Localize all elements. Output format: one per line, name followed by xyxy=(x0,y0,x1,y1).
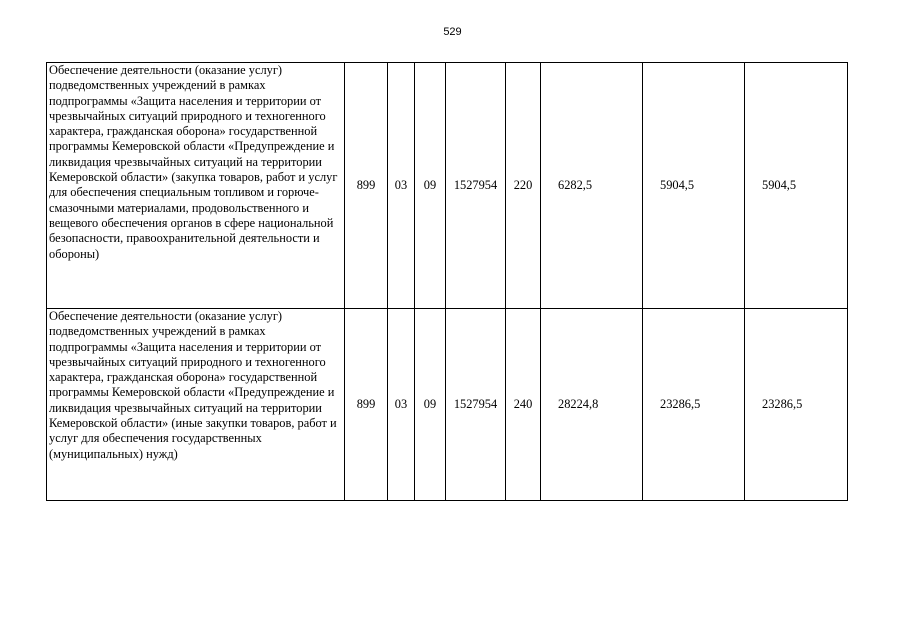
row-description: Обеспечение деятельности (оказание услуг) подведомственных учреждений в рамках подпрограммы «Защита населения и территории от чрезвычайных ситуаций природного и техногенного характера, гражданская оборона» государственной программы Кемеровской области «Предупреждение и ликвидация чрезвычайных ситуаций на территории Кемеровской области» (иные закупки товаров, работ и услуг для обеспечения государственных (муниципальных) нужд) xyxy=(47,309,345,501)
table-row xyxy=(47,309,848,501)
page-number: 529 xyxy=(443,26,462,38)
target-article-code: 1527954 xyxy=(446,309,506,501)
section-code: 03 xyxy=(388,63,415,309)
sum-year-1: 6282,5 xyxy=(541,63,643,309)
table-row xyxy=(47,63,848,309)
sum-year-2: 23286,5 xyxy=(643,309,745,501)
row-description: Обеспечение деятельности (оказание услуг) подведомственных учреждений в рамках подпрограммы «Защита населения и территории от чрезвычайных ситуаций природного и техногенного характера, гражданская оборона» государственной программы Кемеровской области «Предупреждение и ликвидация чрезвычайных ситуаций на территории Кемеровской области» (закупка товаров, работ и услуг для обеспечения специальным топливом и горюче-смазочными материалами, продовольственного и вещевого обеспечения органов в сфере национальной безопасности, правоохранительной деятельности и обороны) xyxy=(47,63,345,309)
sum-year-3: 23286,5 xyxy=(745,309,848,501)
section-code: 03 xyxy=(388,309,415,501)
ministry-code: 899 xyxy=(345,309,388,501)
sum-year-1: 28224,8 xyxy=(541,309,643,501)
budget-table xyxy=(46,62,848,501)
ministry-code: 899 xyxy=(345,63,388,309)
subsection-code: 09 xyxy=(415,309,446,501)
subsection-code: 09 xyxy=(415,63,446,309)
target-article-code: 1527954 xyxy=(446,63,506,309)
sum-year-2: 5904,5 xyxy=(643,63,745,309)
sum-year-3: 5904,5 xyxy=(745,63,848,309)
expense-type-code: 220 xyxy=(506,63,541,309)
expense-type-code: 240 xyxy=(506,309,541,501)
